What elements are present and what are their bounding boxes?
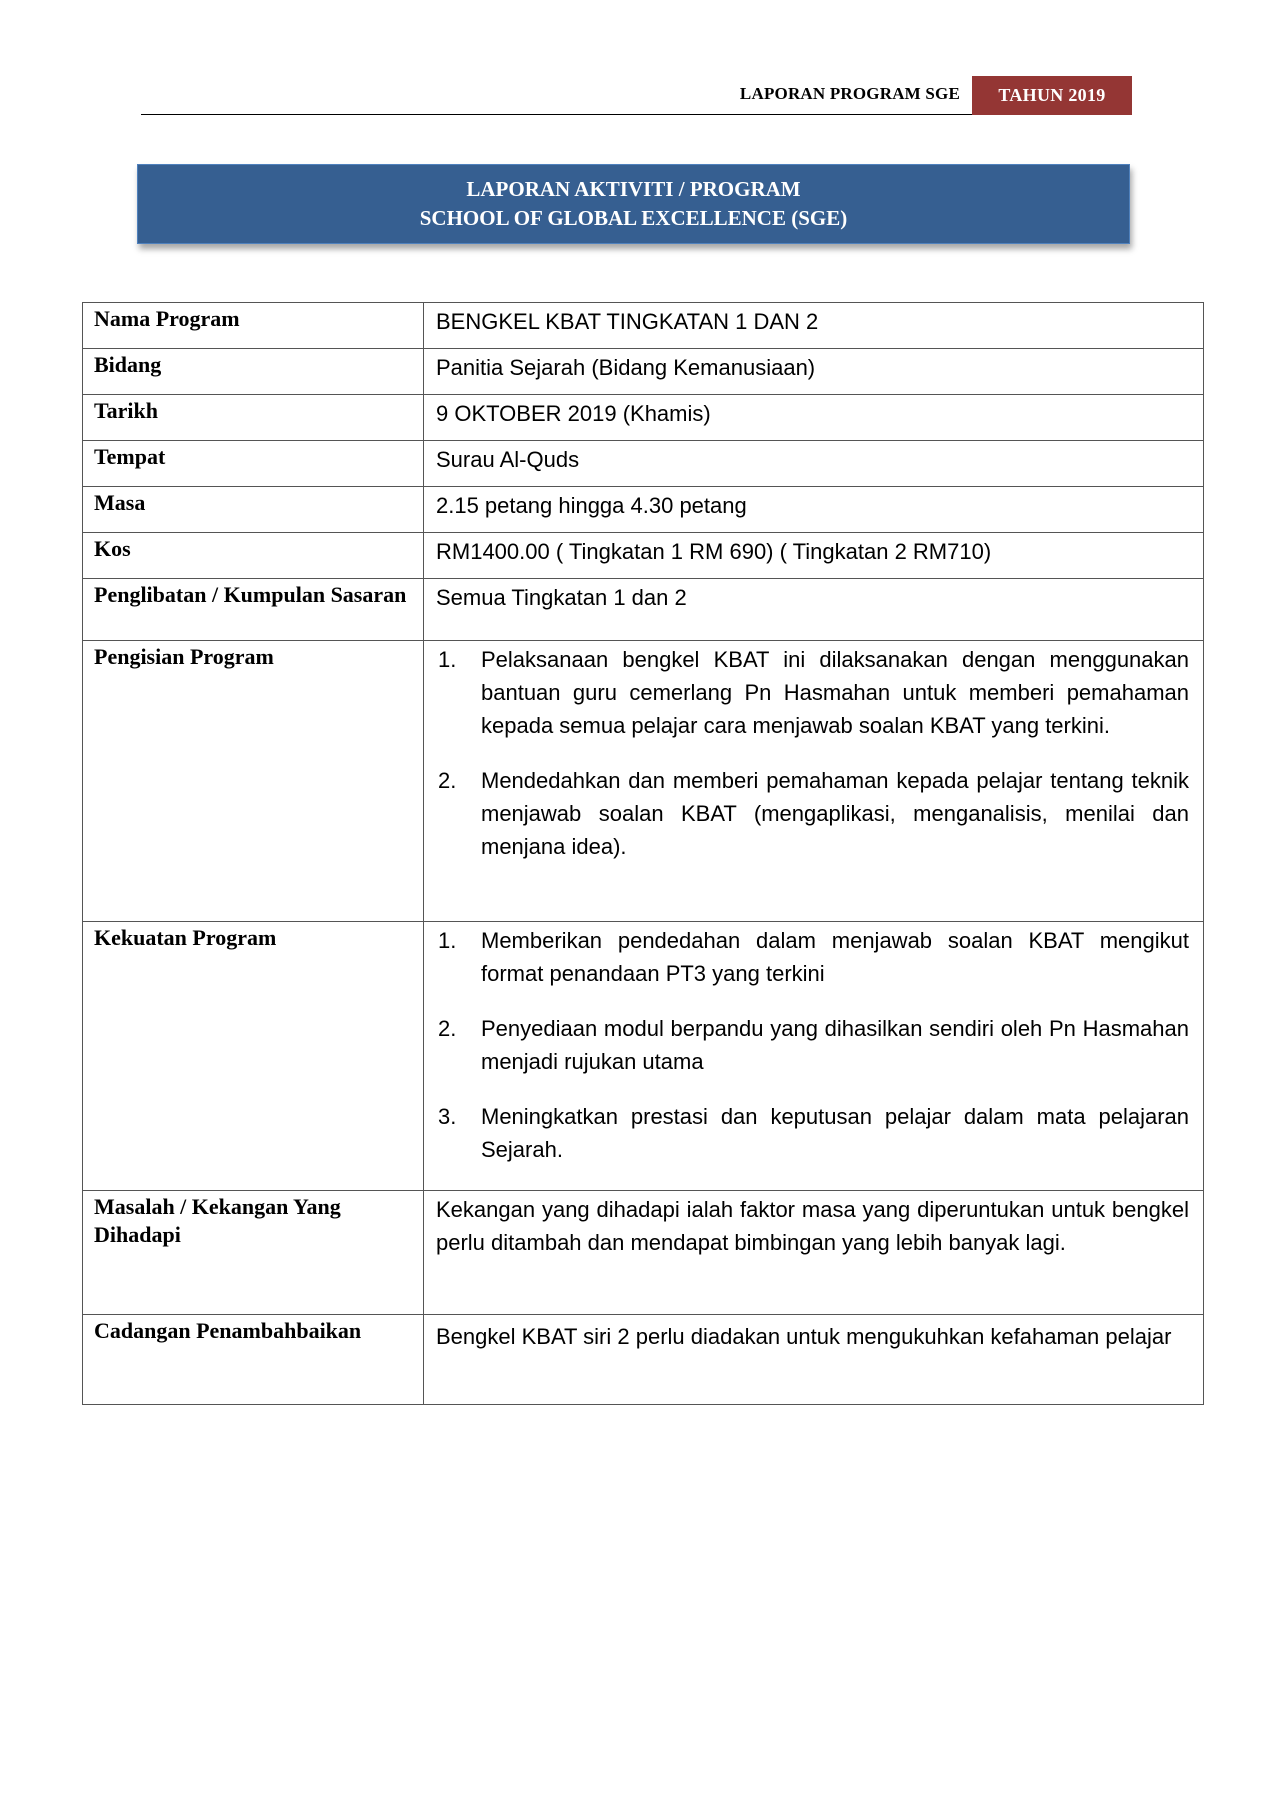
- list-number: 3.: [438, 1104, 457, 1129]
- table-row-kos: [83, 533, 1204, 579]
- report-table: [82, 302, 1204, 1405]
- table-row-tarikh: [83, 395, 1204, 441]
- pengisian-list: [436, 643, 1189, 863]
- row-label: Masalah / Kekangan Yang Dihadapi: [83, 1191, 424, 1315]
- row-value: 9 OKTOBER 2019 (Khamis): [424, 395, 1204, 441]
- table-row-bidang: [83, 349, 1204, 395]
- list-number: 2.: [438, 1016, 457, 1041]
- row-label: Tarikh: [83, 395, 424, 441]
- banner-line-1: LAPORAN AKTIVITI / PROGRAM: [466, 177, 801, 201]
- row-label: Pengisian Program: [83, 641, 424, 922]
- report-banner: [137, 164, 1130, 244]
- table-row-cadangan: [83, 1315, 1204, 1405]
- list-item: [436, 643, 1189, 742]
- table-row-masalah: [83, 1191, 1204, 1315]
- banner-line-2: SCHOOL OF GLOBAL EXCELLENCE (SGE): [419, 206, 848, 230]
- row-label: Nama Program: [83, 303, 424, 349]
- row-label: Penglibatan / Kumpulan Sasaran: [83, 579, 424, 641]
- row-value: 2.15 petang hingga 4.30 petang: [424, 487, 1204, 533]
- table-row-kekuatan: [83, 922, 1204, 1191]
- row-value: BENGKEL KBAT TINGKATAN 1 DAN 2: [424, 303, 1204, 349]
- list-text: Pelaksanaan bengkel KBAT ini dilaksanakan dengan menggunakan bantuan guru cemerlang Pn Hasmahan untuk memberi pemahaman kepada semua pelajar cara menjawab soalan KBAT yang terkini.: [481, 647, 1189, 738]
- list-number: 2.: [438, 768, 457, 793]
- row-value: Semua Tingkatan 1 dan 2: [424, 579, 1204, 641]
- row-label: Tempat: [83, 441, 424, 487]
- row-value: RM1400.00 ( Tingkatan 1 RM 690) ( Tingkatan 2 RM710): [424, 533, 1204, 579]
- row-value: Surau Al-Quds: [424, 441, 1204, 487]
- table-row-masa: [83, 487, 1204, 533]
- row-label: Masa: [83, 487, 424, 533]
- table-row-penglibatan: [83, 579, 1204, 641]
- list-number: 1.: [438, 928, 457, 953]
- year-badge: TAHUN 2019: [972, 76, 1132, 115]
- row-value: [424, 641, 1204, 922]
- table-row-tempat: [83, 441, 1204, 487]
- table-row-pengisian: [83, 641, 1204, 922]
- list-item: [436, 924, 1189, 990]
- row-label: Kos: [83, 533, 424, 579]
- list-text: Mendedahkan dan memberi pemahaman kepada pelajar tentang teknik menjawab soalan KBAT (mengaplikasi, menganalisis, menilai dan menjana idea).: [481, 768, 1189, 859]
- table-row-nama-program: [83, 303, 1204, 349]
- list-number: 1.: [438, 647, 457, 672]
- kekuatan-list: [436, 924, 1189, 1166]
- list-item: [436, 1012, 1189, 1078]
- row-value: Bengkel KBAT siri 2 perlu diadakan untuk mengukuhkan kefahaman pelajar: [424, 1315, 1204, 1405]
- row-value: Panitia Sejarah (Bidang Kemanusiaan): [424, 349, 1204, 395]
- row-value: Kekangan yang dihadapi ialah faktor masa yang diperuntukan untuk bengkel perlu ditambah dan mendapat bimbingan yang lebih banyak lagi.: [424, 1191, 1204, 1315]
- list-text: Penyediaan modul berpandu yang dihasilkan sendiri oleh Pn Hasmahan menjadi rujukan utama: [481, 1016, 1189, 1074]
- row-label: Kekuatan Program: [83, 922, 424, 1191]
- header-underline: [141, 114, 972, 115]
- list-item: [436, 764, 1189, 863]
- list-text: Meningkatkan prestasi dan keputusan pelajar dalam mata pelajaran Sejarah.: [481, 1104, 1189, 1162]
- row-value: [424, 922, 1204, 1191]
- row-label: Cadangan Penambahbaikan: [83, 1315, 424, 1405]
- list-item: [436, 1100, 1189, 1166]
- header-title: LAPORAN PROGRAM SGE: [739, 84, 960, 103]
- list-text: Memberikan pendedahan dalam menjawab soalan KBAT mengikut format penandaan PT3 yang terkini: [481, 928, 1189, 986]
- row-label: Bidang: [83, 349, 424, 395]
